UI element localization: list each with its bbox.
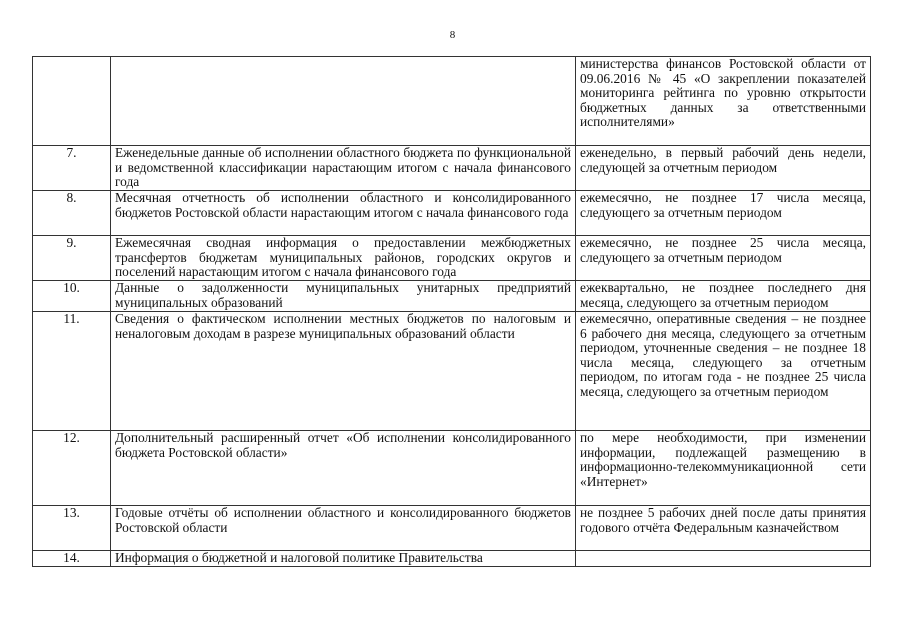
table-row bbox=[33, 146, 871, 191]
row-description: Месячная отчетность об исполнении областного и консолидированного бюджетов Ростовской области нарастающим итогом с начала финансового года bbox=[111, 191, 576, 236]
row-period: не позднее 5 рабочих дней после даты принятия годового отчёта Федеральным казначейством bbox=[576, 506, 871, 551]
table-row bbox=[33, 191, 871, 236]
table-row bbox=[33, 57, 871, 146]
row-description: Дополнительный расширенный отчет «Об исполнении консолидированного бюджета Ростовской области» bbox=[111, 431, 576, 506]
row-number: 9. bbox=[33, 236, 111, 281]
row-period: ежемесячно, не позднее 17 числа месяца, следующего за отчетным периодом bbox=[576, 191, 871, 236]
row-period: еженедельно, в первый рабочий день недели, следующей за отчетным периодом bbox=[576, 146, 871, 191]
row-description: Ежемесячная сводная информация о предоставлении межбюджетных трансфертов бюджетам муниципальных районов, городских округов и поселений нарастающим итогом с начала финансового года bbox=[111, 236, 576, 281]
row-description: Годовые отчёты об исполнении областного и консолидированного бюджетов Ростовской области bbox=[111, 506, 576, 551]
page-number: 8 bbox=[449, 29, 456, 41]
row-number: 11. bbox=[33, 312, 111, 431]
table-row bbox=[33, 431, 871, 506]
row-period: ежемесячно, не позднее 25 числа месяца, следующего за отчетным периодом bbox=[576, 236, 871, 281]
row-number: 12. bbox=[33, 431, 111, 506]
row-number: 8. bbox=[33, 191, 111, 236]
row-number: 10. bbox=[33, 281, 111, 312]
table-row bbox=[33, 281, 871, 312]
row-number: 14. bbox=[33, 551, 111, 567]
row-period: министерства финансов Ростовской области от 09.06.2016 № 45 «О закреплении показателей мониторинга рейтинга по уровню открытости бюджетных данных за ответственными исполнителями» bbox=[576, 57, 871, 146]
table-row bbox=[33, 551, 871, 567]
table-row bbox=[33, 506, 871, 551]
row-period: ежемесячно, оперативные сведения – не позднее 6 рабочего дня месяца, следующего за отчетным периодом, уточненные сведения – не позднее 18 числа месяца, следующего за отчетным периодом, по итогам года - не позднее 25 числа месяца, следующего за отчетным периодом bbox=[576, 312, 871, 431]
row-number: 7. bbox=[33, 146, 111, 191]
row-period bbox=[576, 551, 871, 567]
row-number bbox=[33, 57, 111, 146]
row-period: ежеквартально, не позднее последнего дня месяца, следующего за отчетным периодом bbox=[576, 281, 871, 312]
table-row bbox=[33, 312, 871, 431]
row-description: Сведения о фактическом исполнении местных бюджетов по налоговым и неналоговым доходам в разрезе муниципальных образований области bbox=[111, 312, 576, 431]
row-period: по мере необходимости, при изменении информации, подлежащей размещению в информационно-телекоммуникационной сети «Интернет» bbox=[576, 431, 871, 506]
row-description: Данные о задолженности муниципальных унитарных предприятий муниципальных образований bbox=[111, 281, 576, 312]
row-description bbox=[111, 57, 576, 146]
reporting-table bbox=[32, 56, 871, 567]
table-row bbox=[33, 236, 871, 281]
row-description: Еженедельные данные об исполнении областного бюджета по функциональной и ведомственной классификации нарастающим итогом с начала финансового года bbox=[111, 146, 576, 191]
row-description: Информация о бюджетной и налоговой политике Правительства bbox=[111, 551, 576, 567]
row-number: 13. bbox=[33, 506, 111, 551]
